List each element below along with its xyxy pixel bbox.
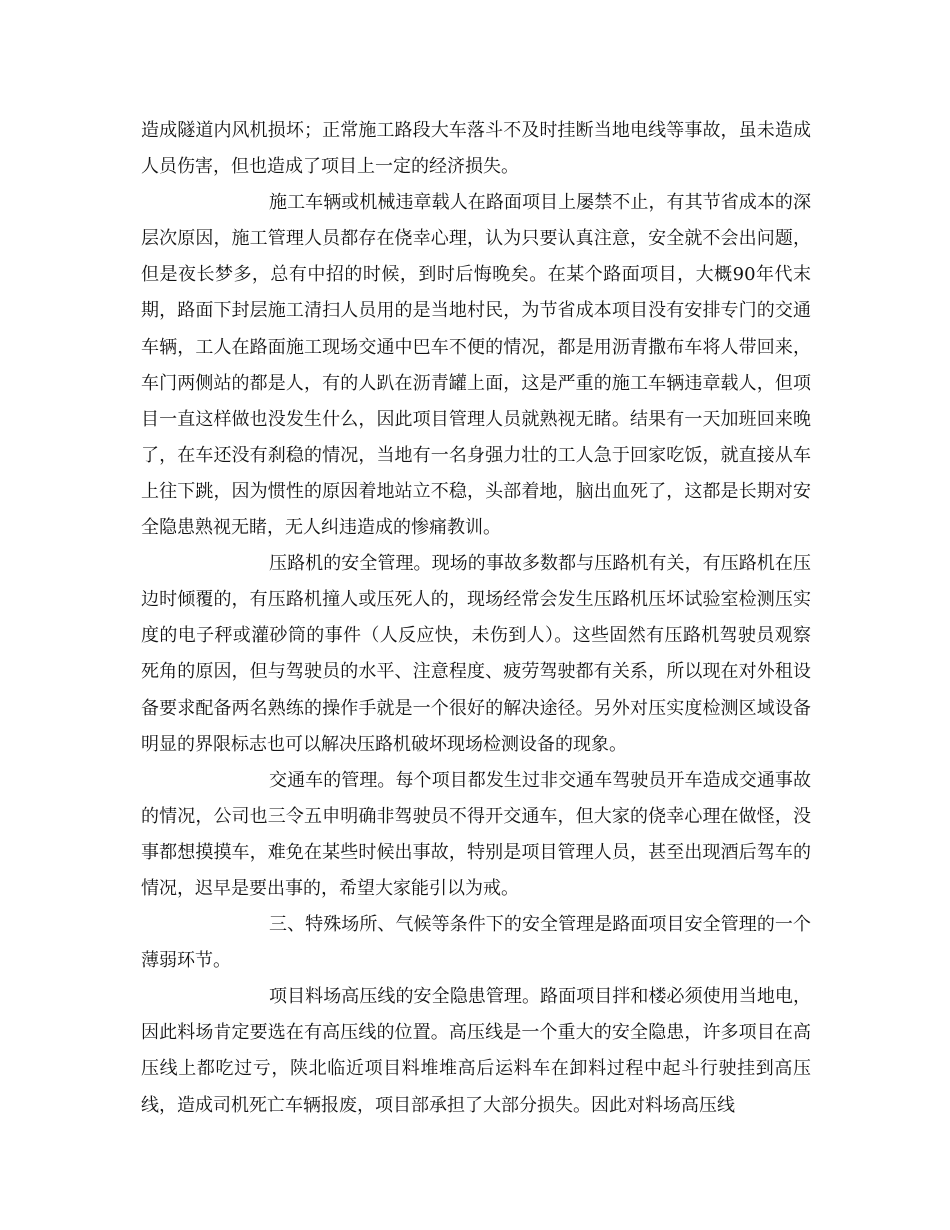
paragraph-3: 压路机的安全管理。现场的事故多数都与压路机有关，有压路机在压边时倾覆的，有压路机撞人或压死人的，现场经常会发生压路机压坏试验室检测压实度的电子秤或灌砂筒的事件（人反应快，未伤到人）。这些固然有压路机驾驶员观察死角的原因，但与驾驶员的水平、注意程度、疲劳驾驶都有关系，所以现在对外租设备要求配备两名熟练的操作手就是一个很好的解决途径。另外对压实度检测区域设备明显的界限标志也可以解决压路机破坏现场检测设备的现象。 — [141, 553, 811, 755]
paragraph-2: 施工车辆或机械违章载人在路面项目上屡禁不止，有其节省成本的深层次原因，施工管理人员都存在侥幸心理，认为只要认真注意，安全就不会出问题，但是夜长梦多，总有中招的时候，到时后悔晚矣。在某个路面项目，大概90年代末期，路面下封层施工清扫人员用的是当地村民，为节省成本项目没有安排专门的交通车辆，工人在路面施工现场交通中巴车不便的情况，都是用沥青撒布车将人带回来，车门两侧站的都是人，有的人趴在沥青罐上面，这是严重的施工车辆违章载人，但项目一直这样做也没发生什么，因此项目管理人员就熟视无睹。结果有一天加班回来晚了，在车还没有刹稳的情况，当地有一名身强力壮的工人急于回家吃饭，就直接从车上往下跳，因为惯性的原因着地站立不稳，头部着地，脑出血死了，这都是长期对安全隐患熟视无睹，无人纠违造成的惨痛教训。 — [141, 192, 811, 539]
paragraph-4: 交通车的管理。每个项目都发生过非交通车驾驶员开车造成交通事故的情况，公司也三令五申明确非驾驶员不得开交通车，但大家的侥幸心理在做怪，没事都想摸摸车，难免在某些时候出事故，特别是项目管理人员，甚至出现酒后驾车的情况，迟早是要出事的，希望大家能引以为戒。 — [141, 769, 811, 899]
paragraph-1: 造成隧道内风机损坏；正常施工路段大车落斗不及时挂断当地电线等事故，虽未造成人员伤害，但也造成了项目上一定的经济损失。 — [141, 120, 811, 178]
paragraph-5-heading: 三、特殊场所、气候等条件下的安全管理是路面项目安全管理的一个薄弱环节。 — [141, 914, 811, 972]
document-body — [141, 113, 811, 1124]
paragraph-6: 项目料场高压线的安全隐患管理。路面项目拌和楼必须使用当地电，因此料场肯定要选在有高压线的位置。高压线是一个重大的安全隐患，许多项目在高压线上都吃过亏，陕北临近项目料堆堆高后运料车在卸料过程中起斗行驶挂到高压线，造成司机死亡车辆报废，项目部承担了大部分损失。因此对料场高压线 — [141, 986, 811, 1116]
